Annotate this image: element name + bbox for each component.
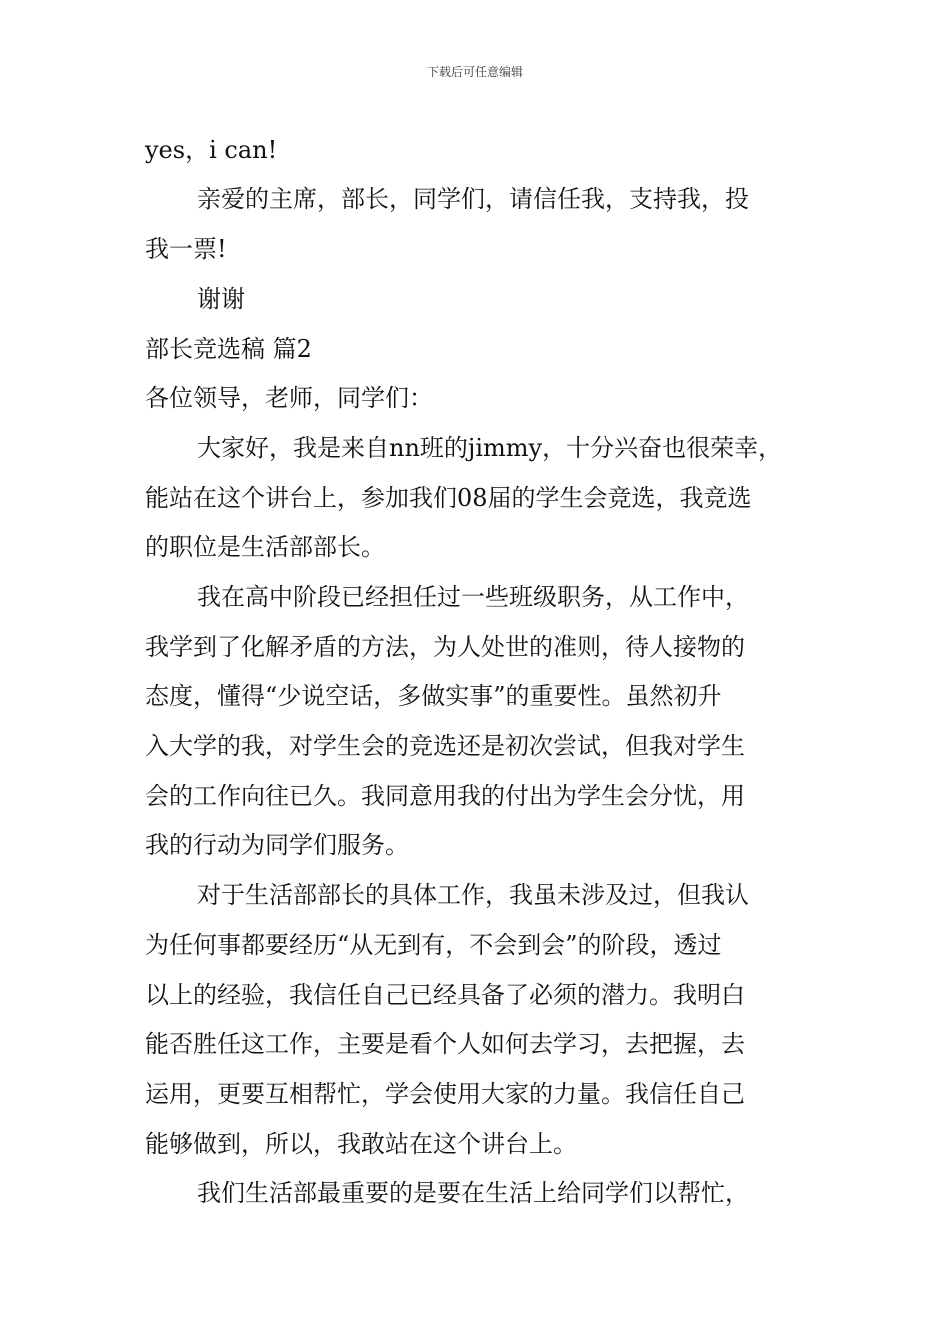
text-line: yes，i can! — [145, 136, 278, 164]
text-line: 会的工作向往已久。我同意用我的付出为学生会分忧，用 — [145, 782, 745, 810]
text-line: 我学到了化解矛盾的方法，为人处世的准则，待人接物的 — [145, 633, 745, 661]
text-line: 入大学的我，对学生会的竞选还是初次尝试，但我对学生 — [145, 732, 745, 760]
text-line: 运用，更要互相帮忙，学会使用大家的力量。我信任自己 — [145, 1080, 745, 1108]
text-line: 以上的经验，我信任自己已经具备了必须的潜力。我明白 — [145, 981, 745, 1009]
salutation: 各位领导，老师，同学们： — [145, 384, 433, 412]
text-line: 能站在这个讲台上，参加我们08届的学生会竞选，我竞选 — [145, 484, 752, 512]
paragraph-first-line: 谢谢 — [197, 285, 245, 313]
paragraph-first-line: 大家好，我是来自nn班的jimmy，十分兴奋也很荣幸， — [197, 434, 783, 462]
text-line: 的职位是生活部部长。 — [145, 533, 385, 561]
paragraph-first-line: 亲爱的主席，部长，同学们，请信任我，支持我，投 — [197, 185, 749, 213]
text-line: 为任何事都要经历“从无到有，不会到会”的阶段，透过 — [145, 931, 722, 959]
paragraph-first-line: 对于生活部部长的具体工作，我虽未涉及过，但我认 — [197, 881, 749, 909]
text-line: 能否胜任这工作，主要是看个人如何去学习，去把握，去 — [145, 1030, 745, 1058]
section-heading: 部长竞选稿 篇2 — [145, 335, 312, 363]
paragraph-first-line: 我们生活部最重要的是要在生活上给同学们以帮忙， — [197, 1179, 749, 1207]
page-header: 下载后可任意编辑 — [426, 65, 523, 79]
text-line: 态度，懂得“少说空话，多做实事”的重要性。虽然初升 — [145, 682, 722, 710]
paragraph-first-line: 我在高中阶段已经担任过一些班级职务，从工作中， — [197, 583, 749, 611]
text-line: 我的行动为同学们服务。 — [145, 831, 409, 859]
text-line: 能够做到，所以，我敢站在这个讲台上。 — [145, 1130, 577, 1158]
text-line: 我一票! — [145, 235, 227, 263]
